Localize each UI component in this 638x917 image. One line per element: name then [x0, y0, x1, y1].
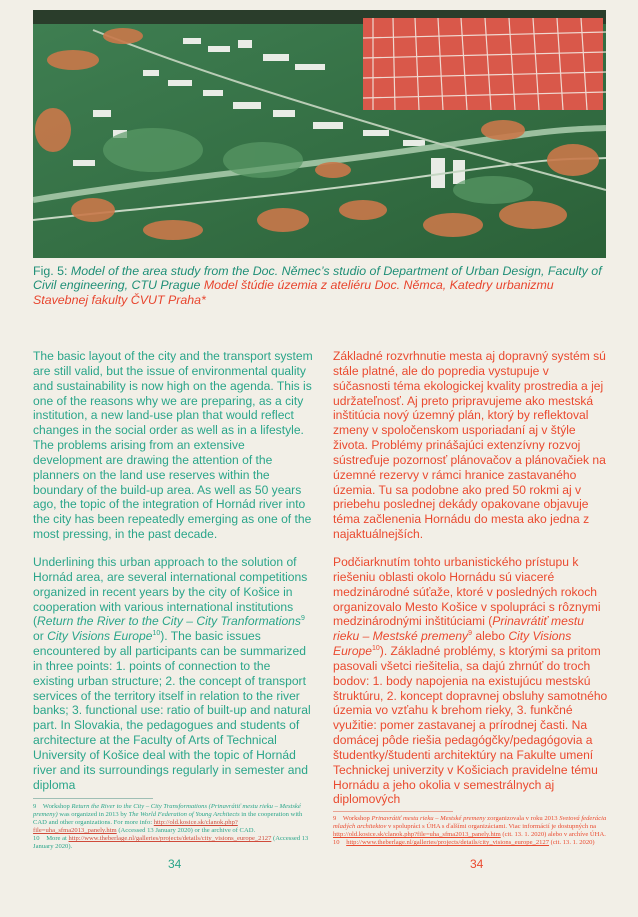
footnote-divider: [333, 811, 453, 812]
footnote-9: [333, 815, 609, 839]
footnote-ref[interactable]: 10: [152, 630, 161, 638]
caption-english: Model of the area study from the Doc. Němec’s studio of Department of Urban Design, Faculty of Civil engineering, CTU Prague: [33, 264, 602, 293]
english-column: [33, 349, 314, 805]
text-run: alebo: [472, 629, 509, 644]
model-photo: [33, 10, 606, 258]
text-run: Workshop: [42, 803, 72, 810]
competition-title: Prinavrátiť mestu rieku – Mestské premeny: [333, 614, 584, 644]
page-number-left: 34: [168, 857, 182, 871]
footnote-10: [33, 835, 313, 851]
text-run: Underlining this urban approach to the solution of Hornád area, are several international competitions organized in recent years by the city of Košice in cooperation with various international institutions (: [33, 554, 308, 629]
footnotes-slovak: [333, 815, 609, 847]
page-number-right: 34: [470, 857, 484, 871]
english-paragraph-1: The basic layout of the city and the transport system are still valid, but the issue of environmental quality and sustainability is now high on the agenda. This is one of the reasons why we are preparing, as a city institution, a new land-use plan that would reflect changes in the social order as well as in a lifestyle. The problems arising from an extensive development are drawing the attention of the planners on the land use reserves within the boundary of the build-up area. As well as 50 years ago, the topic of the integration of Hornád river into the city has been repeatedly emerging as one of the most pressing, in the past decade.: [33, 349, 313, 542]
text-run: Prinavrátiť mestu rieku – Mestské premeny: [371, 815, 486, 822]
slovak-paragraph-1: Základné rozvrhnutie mesta aj dopravný systém sú stále platné, ale do popredia vystupuje v súčasnosti téma ekologickej kvality prostredia a jej udržateľnosť. Aj preto pripravujeme ako mestská inštitúcia nový územný plán, ktorý by reflektoval zmeny v spoločenskom usporiadaní aj v štýle života. Problémy prinášajúci extenzívny rozvoj sústreďuje pozornosť plánovačov a plánovačiek na územné rezervy v rámci hranice zastavaného územia. Tu sa podobne ako pred 50 rokmi aj v priebehu poslednej dekády opakovane objavuje téma začlenenia Hornádu do mesta ako jedna z najaktuálnejších.: [333, 349, 606, 542]
text-run: (cit. 13. 1. 2020): [549, 839, 595, 847]
text-run: Podčiarknutím tohto urbanistického prístupu k riešeniu oblasti okolo Hornádu sú viaceré medzinárodné súťaže, ktoré v posledných rokoch organizovalo Mesto Košice v spolupráci s rôznymi medzinárodnými inštitúciami (: [333, 554, 601, 629]
text-run: ). Základné problémy, s ktorými sa pritom pasovali všetci riešitelia, sa dajú zhrnúť do troch bodov: 1. body napojenia na existujúcu mestskú štruktúru, 2. koncept dopravnej obsluhy samotného územia vo vzťahu k brehom rieky, 3. funkčné využitie: pomer zastavanej a prírodnej časti. Na domácej pôde riešia pedagógčky/pedagógovia a študentky/študenti architektúry na Fakulte umení Technickej univerzity v Košiciach pravidelne tému Hornádu a jeho okolia v semestrálnych aj diplomových: [333, 644, 608, 807]
footnote-9: [33, 803, 313, 835]
text-run: was organized in 2013 by: [57, 811, 129, 819]
footnote-divider: [33, 798, 153, 799]
text-run: (cit. 13. 1. 2020) alebo v archíve ÚHA.: [500, 831, 606, 839]
text-run: zorganizovala v roku 2013: [485, 815, 560, 822]
text-run: Svetová federácia mladých architektov: [333, 815, 607, 831]
text-run: The World Federation of Young Architects: [128, 811, 240, 819]
footnote-10: [333, 839, 609, 847]
footnote-number: 9: [33, 803, 37, 810]
footnote-link[interactable]: http://www.theberlage.nl/galleries/projects/details/city_visions_europe_2127: [346, 839, 550, 847]
competition-title: City Visions Europe: [333, 629, 572, 659]
footnote-ref[interactable]: 10: [372, 645, 380, 652]
footnote-link[interactable]: http://www.theberlage.nl/galleries/projects/details/city_visions_europe_2127: [68, 835, 272, 843]
text-run: (Accessed 13 January 2020).: [33, 835, 309, 851]
text-run: in the cooperation with CAD and other organizations. For more info:: [33, 811, 303, 827]
text-run: Return the River to the City – City Transformations (Prinavrátiť mestu rieku – Mestské premeny): [33, 803, 301, 819]
caption-label: Fig. 5:: [33, 264, 68, 278]
slovak-paragraph-2: [333, 555, 609, 807]
footnote-number: 10: [33, 835, 40, 843]
figure-caption: [33, 264, 605, 307]
footnote-number: 10: [333, 839, 340, 847]
text-run: v spolupráci s ÚHA s ďalšími organizáciami. Viac informácií je dostupných na: [386, 823, 597, 831]
footnote-ref[interactable]: 9: [300, 615, 305, 623]
english-paragraph-2: [33, 555, 314, 793]
caption-slovak: Model štúdie územia z ateliéru Doc. Němca, Katedry urbanizmu Stavebnej fakulty ČVUT Praha*: [33, 278, 554, 307]
footnotes-english: [33, 803, 313, 852]
competition-title: Return the River to the City – City Tranformations: [37, 614, 301, 629]
text-run: Workshop: [342, 815, 372, 822]
footnote-link[interactable]: http://old.kosice.sk/clanok.php?file=uha_sfma2013_panely.htm: [333, 831, 501, 839]
text-run: More at: [46, 835, 69, 843]
urban-model-image: [33, 10, 606, 258]
footnote-ref[interactable]: 9: [468, 630, 473, 638]
competition-title: City Visions Europe: [47, 629, 153, 644]
slovak-column: [333, 349, 609, 820]
footnote-link[interactable]: http://old.kosice.sk/clanok.php?file=uha_sfma2013_panely.htm: [33, 819, 238, 835]
text-run: (Accessed 13 January 2020) or the archive of CAD.: [116, 827, 256, 835]
footnote-number: 9: [333, 815, 337, 822]
text-run: or: [33, 629, 48, 644]
text-run: ). The basic issues encountered by all participants can be summarized in three points: 1. points of connection to the existing urban structure; 2. the concept of transport services of the territory itself in relation to the river banks; 3. functional use: ratio of built-up and natural part. In Slovakia, the pedagogues and students of architecture at the Faculty of Arts of Technical University of Košice deal with the topic of Hornád river and its surroundings regularly in semester and diploma: [33, 629, 311, 792]
